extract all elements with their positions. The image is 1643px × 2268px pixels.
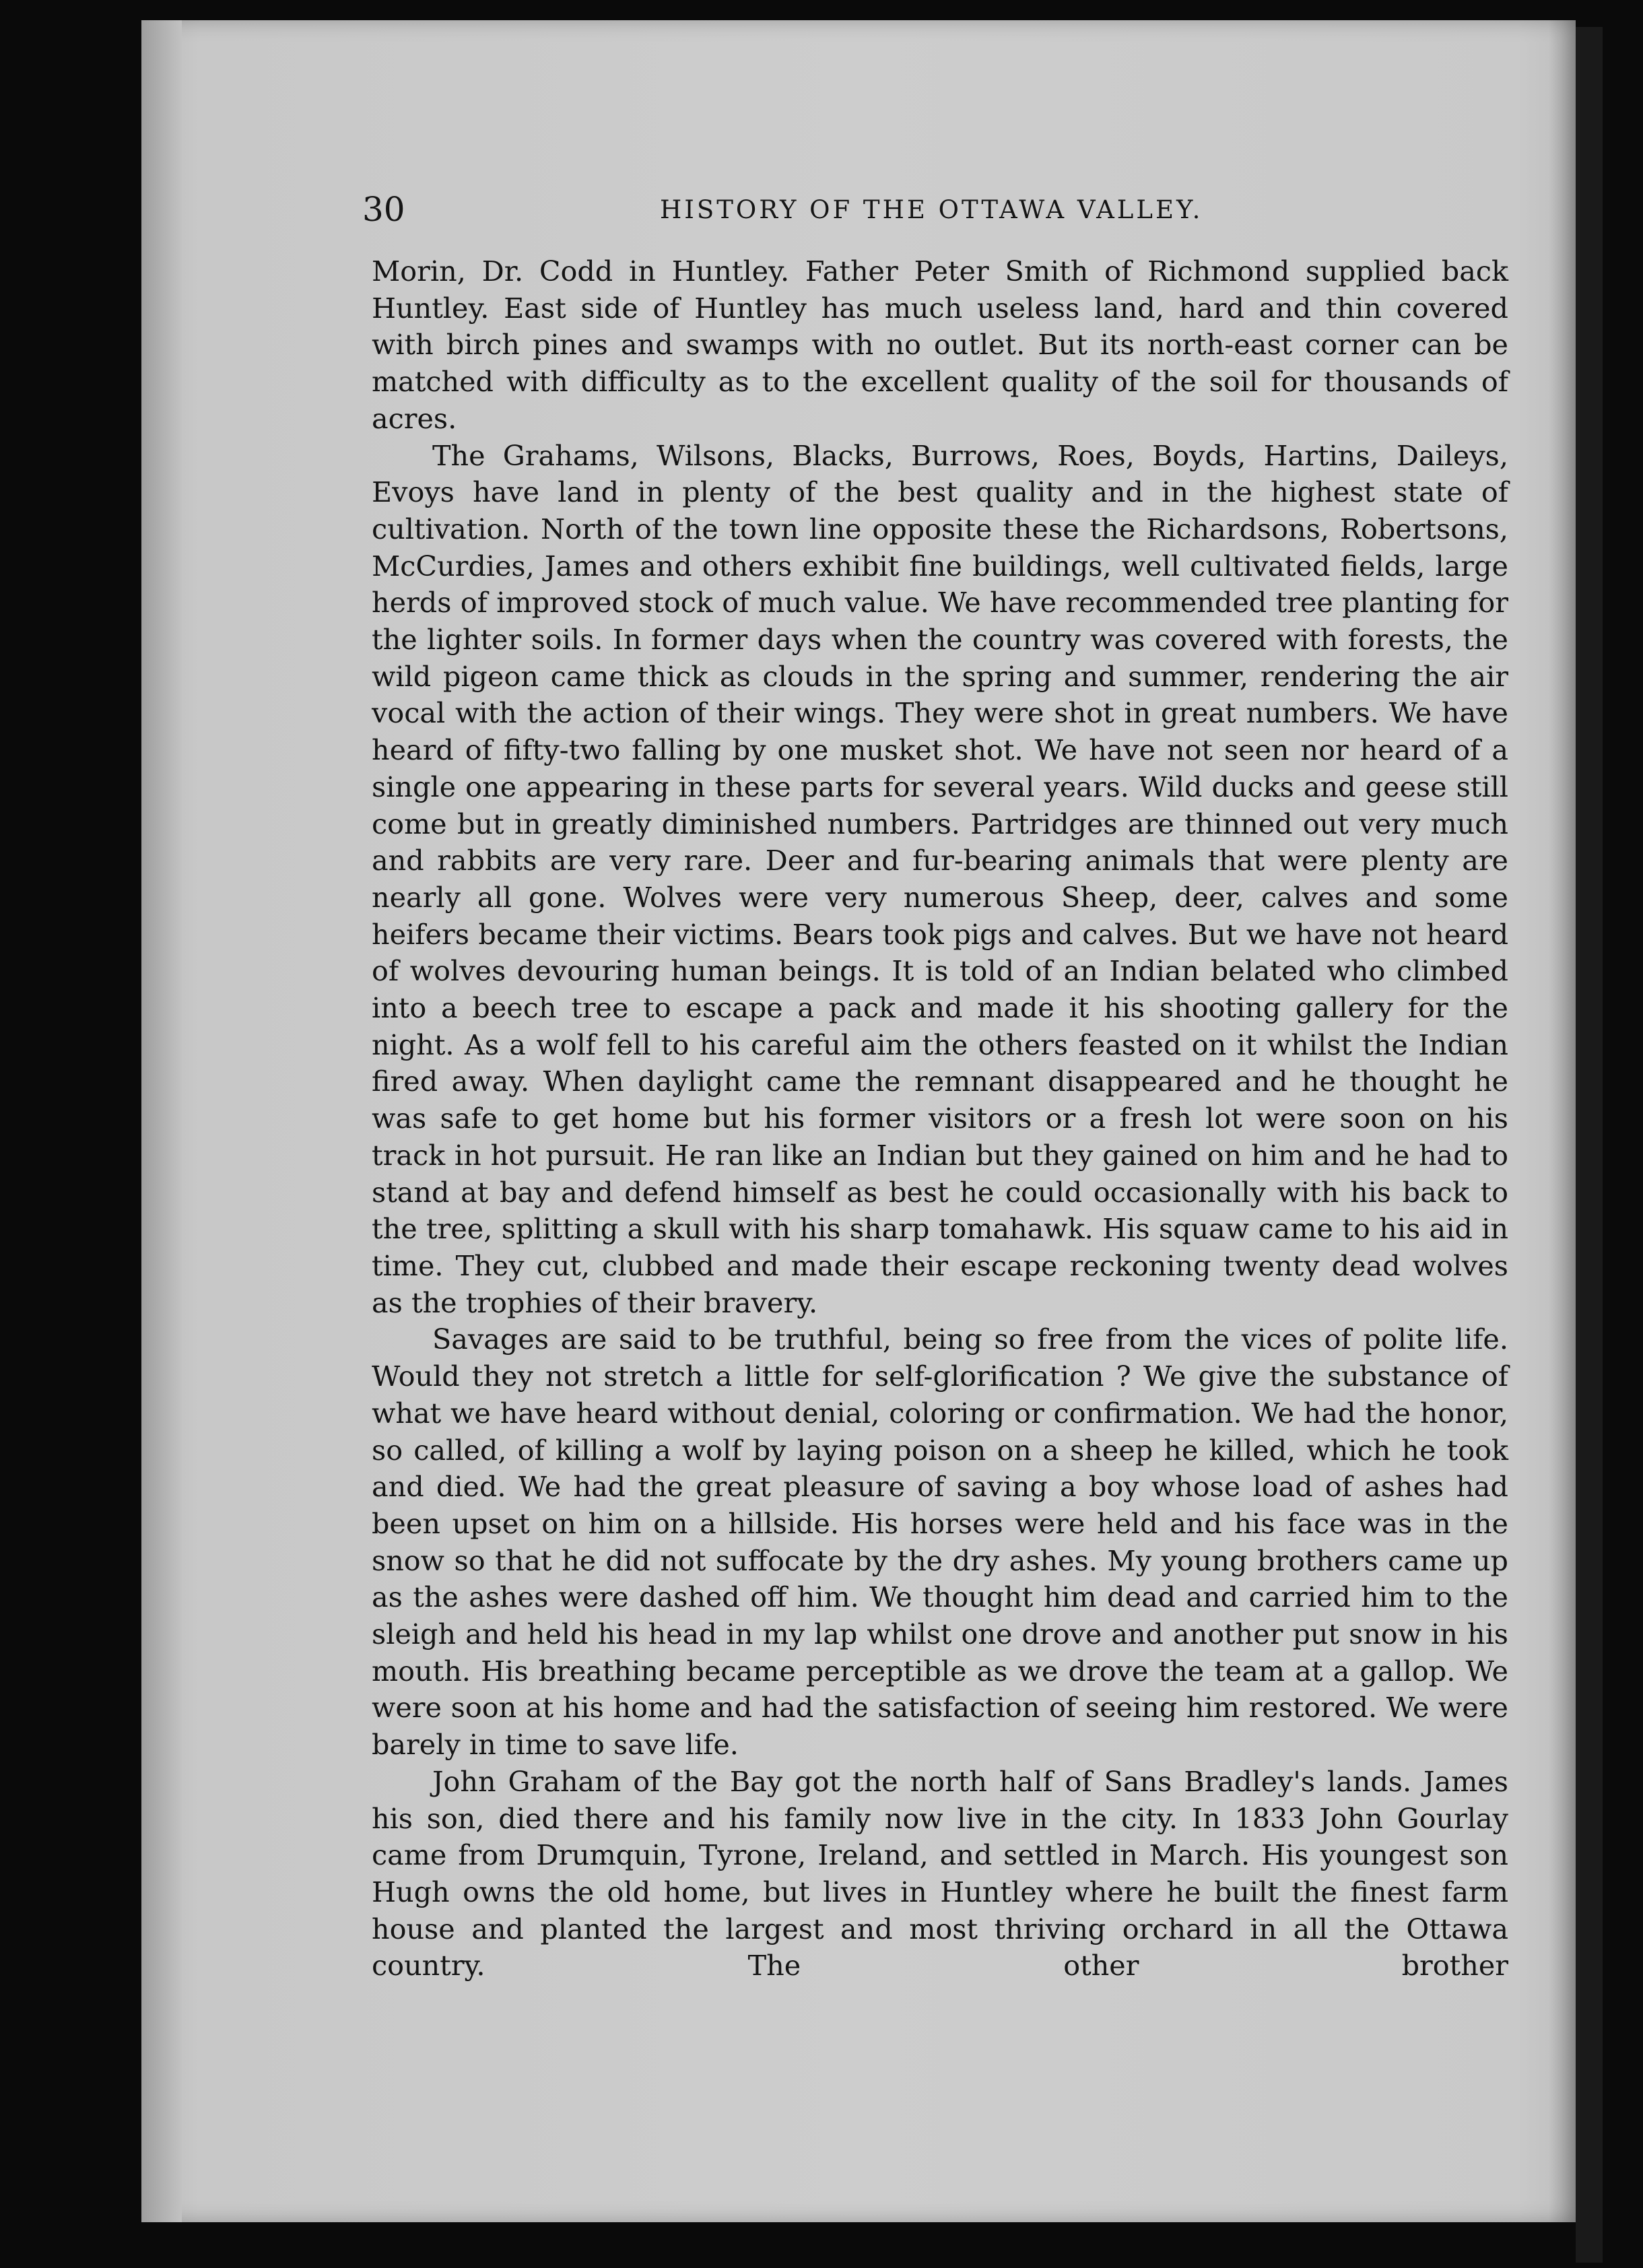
paragraph-1: Morin, Dr. Codd in Huntley. Father Peter Smith of Richmond supplied back Huntley. East side of Huntley has much useless land, hard and thin covered with birch pines and swamps with no outlet. But its north-east corner can be matched with difficulty as to the excellent quality of the soil for thousands of acres. [372,255,1508,435]
page-fold-shadow [1549,20,1576,2222]
book-spine [1576,27,1603,2263]
page-number: 30 [362,190,405,229]
paragraph-4: John Graham of the Bay got the north half of Sans Bradley's lands. James his son, died there and his family now live in the city. In 1833 John Gourlay came from Drumquin, Tyrone, Ireland, and settled in March. His youngest son Hugh owns the old home, but lives in Huntley where he built the finest farm house and planted the largest and most thriving orchard in all the Ottawa country. The other brother [372,1765,1508,1982]
page-left-edge [141,20,182,2222]
body-text [372,253,1508,1984]
paragraph-3: Savages are said to be truthful, being so free from the vices of polite life. Would they not stretch a little for self-glorification ? We give the substance of what we have heard without denial, coloring or confirmation. We had the honor, so called, of killing a wolf by laying poison on a sheep he killed, which he took and died. We had the great pleasure of saving a boy whose load of ashes had been upset on him on a hillside. His horses were held and his face was in the snow so that he did not suffocate by the dry ashes. My young brothers came up as the ashes were dashed off him. We thought him dead and carried him to the sleigh and held his head in my lap whilst one drove and another put snow in his mouth. His breathing became perceptible as we drove the team at a gallop. We were soon at his home and had the satisfaction of seeing him restored. We were barely in time to save life. [372,1323,1508,1762]
running-title: HISTORY OF THE OTTAWA VALLEY. [660,195,1203,224]
paragraph-2: The Grahams, Wilsons, Blacks, Burrows, Roes, Boyds, Hartins, Daileys, Evoys have land in plenty of the best quality and in the highest state of cultivation. North of the town line opposite these the Richardsons, Robertsons, McCurdies, James and others exhibit fine buildings, well cultivated fields, large herds of improved stock of much value. We have recommended tree planting for the lighter soils. In former days when the country was covered with forests, the wild pigeon came thick as clouds in the spring and summer, rendering the air vocal with the action of their wings. They were shot in great numbers. We have heard of fifty-two falling by one musket shot. We have not seen nor heard of a single one appearing in these parts for several years. Wild ducks and geese still come but in greatly diminished numbers. Partridges are thinned out very much and rabbits are very rare. Deer and fur-bearing animals that were plenty are nearly all gone. Wolves were very numerous Sheep, deer, calves and some heifers became their victims. Bears took pigs and calves. But we have not heard of wolves devouring human beings. It is told of an Indian belated who climbed into a beech tree to escape a pack and made it his shooting gallery for the night. As a wolf fell to his careful aim the others feasted on it whilst the Indian fired away. When daylight came the remnant disappeared and he thought he was safe to get home but his former visitors or a fresh lot were soon on his track in hot pursuit. He ran like an Indian but they gained on him and he had to stand at bay and defend himself as best he could occasionally with his back to the tree, splitting a skull with his sharp tomahawk. His squaw came to his aid in time. They cut, clubbed and made their escape reckoning twenty dead wolves as the trophies of their bravery. [372,439,1508,1319]
